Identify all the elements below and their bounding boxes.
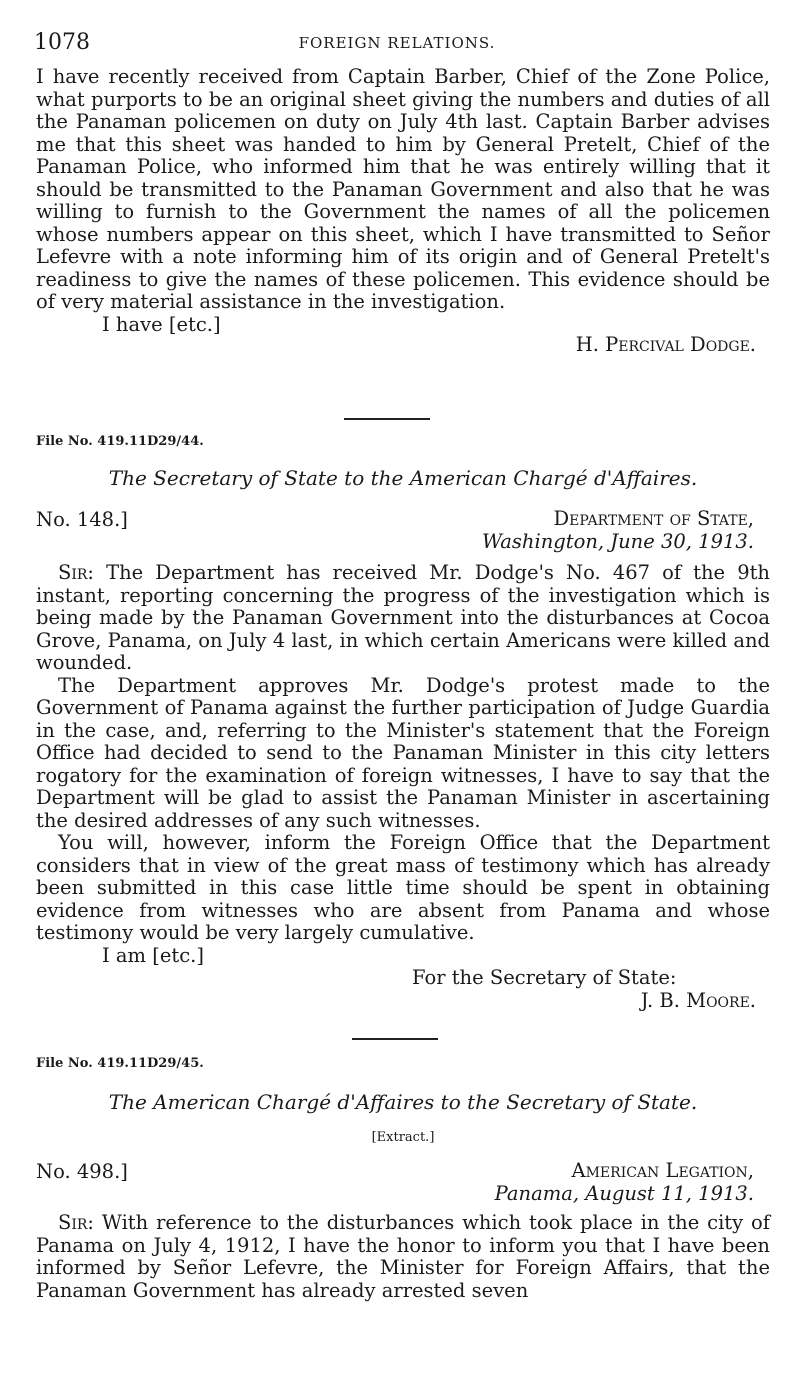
dispatch-place: American Legation, xyxy=(571,1159,754,1182)
body-paragraph: You will, however, inform the Foreign Office that the Department considers that in view of the great mass of testimony which has already been submitted in this case little time should be spent in obtaining evidence from witnesses who are absent from Panama and whose testimony would be very largely cumulative. xyxy=(36,831,770,944)
extract-note: [Extract.] xyxy=(371,1130,435,1145)
file-number: File No. 419.11D29/44. xyxy=(36,434,204,449)
salutation: Sir: xyxy=(58,1211,94,1234)
signature: J. B. Moore. xyxy=(640,988,756,1012)
closing-formula: I am [etc.] xyxy=(102,943,204,967)
body-paragraph: I have recently received from Captain Barber, Chief of the Zone Police, what purports to be an original sheet giving the numbers and duties of all the Panaman policemen on duty on July 4th last. Captain Barber advises me that this sheet was handed to him by General Pretelt, Chief of the Panaman Police, who informed him that he was entirely willing that it should be transmitted to the Panaman Government and also that he was willing to furnish to the Government the names of all the policemen whose numbers appear on this sheet, which I have transmitted to Señor Lefevre with a note informing him of its origin and of General Pretelt's readiness to give the names of these policemen. This evidence should be of very material assistance in the investigation. xyxy=(36,65,770,313)
letter-body xyxy=(36,1212,770,1302)
dispatch-number: No. 148.] xyxy=(36,508,128,531)
previous-letter-end xyxy=(36,66,770,357)
document-title: The Secretary of State to the American Chargé d'Affaires. xyxy=(108,466,698,490)
section-divider xyxy=(352,1038,438,1040)
dispatch-place-date xyxy=(482,508,754,553)
closing-formula: I have [etc.] xyxy=(102,312,221,336)
salutation: Sir: xyxy=(58,561,94,584)
dispatch-heading xyxy=(36,1160,770,1210)
body-paragraph xyxy=(36,562,770,675)
dispatch-date: Panama, August 11, 1913. xyxy=(494,1181,754,1205)
page-number: 1078 xyxy=(34,30,90,55)
paragraph-text: With reference to the disturbances which took place in the city of Panama on July 4, 1912, I have the honor to inform you that I have been informed by Señor Lefevre, the Minister for Foreign Affairs, that the Panaman Government has already arrested seven xyxy=(36,1211,770,1302)
document-title: The American Chargé d'Affaires to the Secretary of State. xyxy=(108,1090,698,1114)
signature: H. Percival Dodge. xyxy=(575,333,756,356)
dispatch-number: No. 498.] xyxy=(36,1160,128,1183)
dispatch-heading xyxy=(36,508,770,558)
page-header xyxy=(34,30,760,58)
dispatch-place: Department of State, xyxy=(553,507,754,530)
dispatch-place-date xyxy=(495,1160,754,1205)
running-title: FOREIGN RELATIONS. xyxy=(298,34,496,52)
section-divider xyxy=(344,418,430,420)
body-paragraph xyxy=(36,1212,770,1302)
body-paragraph: The Department approves Mr. Dodge's protest made to the Government of Panama against the further participation of Judge Guardia in the case, and, referring to the Minister's statement that the Foreign Office had decided to send to the Panaman Minister in this city letters rogatory for the examination of foreign witnesses, I have to say that the Department will be glad to assist the Panaman Minister in ascertaining the desired addresses of any such witnesses. xyxy=(36,673,770,832)
paragraph-text: The Department has received Mr. Dodge's No. 467 of the 9th instant, reporting concerning the progress of the investigation which is being made by the Panaman Government into the disturbances at Cocoa Grove, Panama, on July 4 last, in which certain Americans were killed and wounded. xyxy=(36,561,770,674)
for-secretary-line: For the Secretary of State: xyxy=(412,966,677,989)
file-number: File No. 419.11D29/45. xyxy=(36,1056,204,1071)
dispatch-date: Washington, June 30, 1913. xyxy=(481,529,754,553)
letter-body xyxy=(36,562,770,1012)
